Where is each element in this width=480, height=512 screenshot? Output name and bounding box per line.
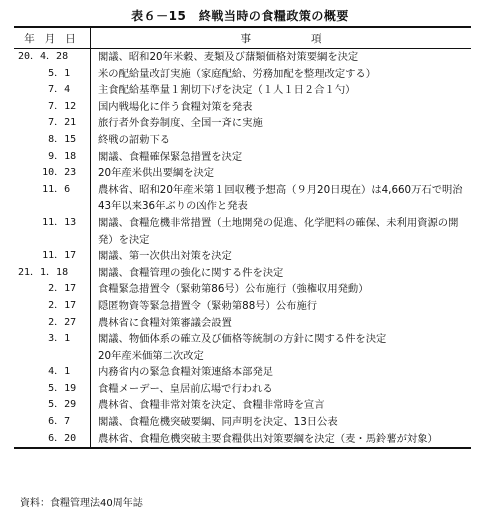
row-text: 食糧メーデー、皇居前広場で行われる: [98, 382, 273, 395]
table-row: [14, 298, 471, 315]
row-text: 主食配給基準量１割切下げを決定（１人１日２合１勺）: [98, 84, 356, 97]
table-row: [14, 364, 471, 381]
row-date: 6．20: [18, 432, 77, 444]
table-row: [14, 414, 471, 431]
row-text: 20年産米供出要綱を決定: [98, 167, 215, 180]
header-item: 事項: [90, 28, 471, 48]
row-date: 9．18: [18, 150, 77, 162]
table-row: [14, 281, 471, 298]
row-text: 閣議、食糧危機突破要綱、同声明を決定、13日公表: [98, 416, 338, 429]
source-note: 資料：食糧管理法40周年誌: [20, 498, 143, 509]
row-date: 7．12: [18, 100, 77, 112]
row-text: 農林省、食糧危機突破主要食糧供出対策要綱を決定（麦・馬鈴薯が対象）: [98, 432, 438, 445]
table-row: [14, 331, 471, 348]
row-date: 2．17: [18, 283, 77, 295]
table-row: [14, 248, 471, 265]
row-date: 10．23: [18, 167, 77, 179]
row-text: 国内戦場化に伴う食糧対策を発表: [98, 100, 253, 113]
row-text: 農林省、食糧非常対策を決定、食糧非常時を宣言: [98, 399, 325, 412]
row-date: 3．1: [18, 333, 71, 345]
row-date: 4．1: [18, 366, 71, 378]
row-date: 5．19: [18, 382, 77, 394]
row-text: 内務省内の緊急食糧対策連絡本部発足: [98, 366, 274, 379]
table-row: [14, 348, 471, 365]
row-text: 閣議、食糧管理の強化に関する件を決定: [98, 266, 284, 279]
row-text: 20年産米価第二次改定: [98, 349, 204, 362]
row-date: 7．21: [18, 117, 77, 129]
table-row: [14, 132, 471, 149]
row-text: 農林省に食糧対策審議会設置: [98, 316, 232, 329]
row-text: 終戦の詔勅下る: [98, 133, 171, 146]
table-row: [14, 149, 471, 166]
row-text: 米の配給量改訂実施（家庭配給、労務加配を整理改定する）: [98, 67, 377, 80]
row-date: 20．4．28: [18, 51, 69, 62]
table-body: [14, 49, 471, 447]
policy-table: [14, 26, 471, 449]
table-row: [14, 99, 471, 116]
table-row: [14, 66, 471, 83]
row-date: 7．4: [18, 84, 71, 96]
table-row: [14, 315, 471, 332]
table-header: [14, 28, 471, 49]
row-date: 11．17: [18, 250, 77, 262]
table-row: [14, 265, 471, 282]
row-text: 閣議、第一次供出対策を決定: [98, 250, 232, 263]
table-row: [14, 215, 471, 248]
row-text: 農林省、昭和20年産米第１回収穫予想高（９月20日現在）は4,660万石で明治43年以来36年ぶりの凶作と発表: [98, 183, 463, 213]
row-date: 11．13: [18, 216, 77, 228]
row-date: 2．27: [18, 316, 77, 328]
table-row: [14, 182, 471, 215]
header-date: 年月日: [24, 32, 86, 45]
row-date: 11．6: [18, 183, 71, 195]
row-date: 2．17: [18, 299, 77, 311]
row-date: 8．15: [18, 133, 77, 145]
row-date: 5．29: [18, 399, 77, 411]
table-title: 表６－15 終戦当時の食糧政策の概要: [131, 9, 349, 23]
row-text: 閣議、昭和20年米穀、麦類及び藷類価格対策要綱を決定: [98, 51, 359, 63]
table-row: [14, 381, 471, 398]
row-date: 5．1: [18, 67, 71, 79]
table-row: [14, 82, 471, 99]
table-row: [14, 431, 471, 448]
row-text: 閣議、物価体系の確立及び価格等統制の方針に関する件を決定: [98, 333, 387, 346]
row-text: 食糧緊急措置令（緊勅第86号）公布施行（強権収用発動）: [98, 283, 369, 296]
table-row: [14, 165, 471, 182]
row-date: 6．7: [18, 416, 71, 428]
row-text: 隠匿物資等緊急措置令（緊勅第88号）公布施行: [98, 299, 318, 312]
row-text: 閣議、食糧危機非常措置（土地開発の促進、化学肥料の確保、未利用資源の開発）を決定: [98, 216, 459, 246]
row-date: 21．1．18: [18, 266, 69, 278]
table-row: [14, 397, 471, 414]
row-text: 閣議、食糧確保緊急措置を決定: [98, 150, 243, 163]
row-date: [14, 348, 90, 365]
table-row: [14, 115, 471, 132]
table-row: [14, 49, 471, 66]
row-text: 旅行者外食券制度、全国一斉に実施: [98, 117, 263, 130]
